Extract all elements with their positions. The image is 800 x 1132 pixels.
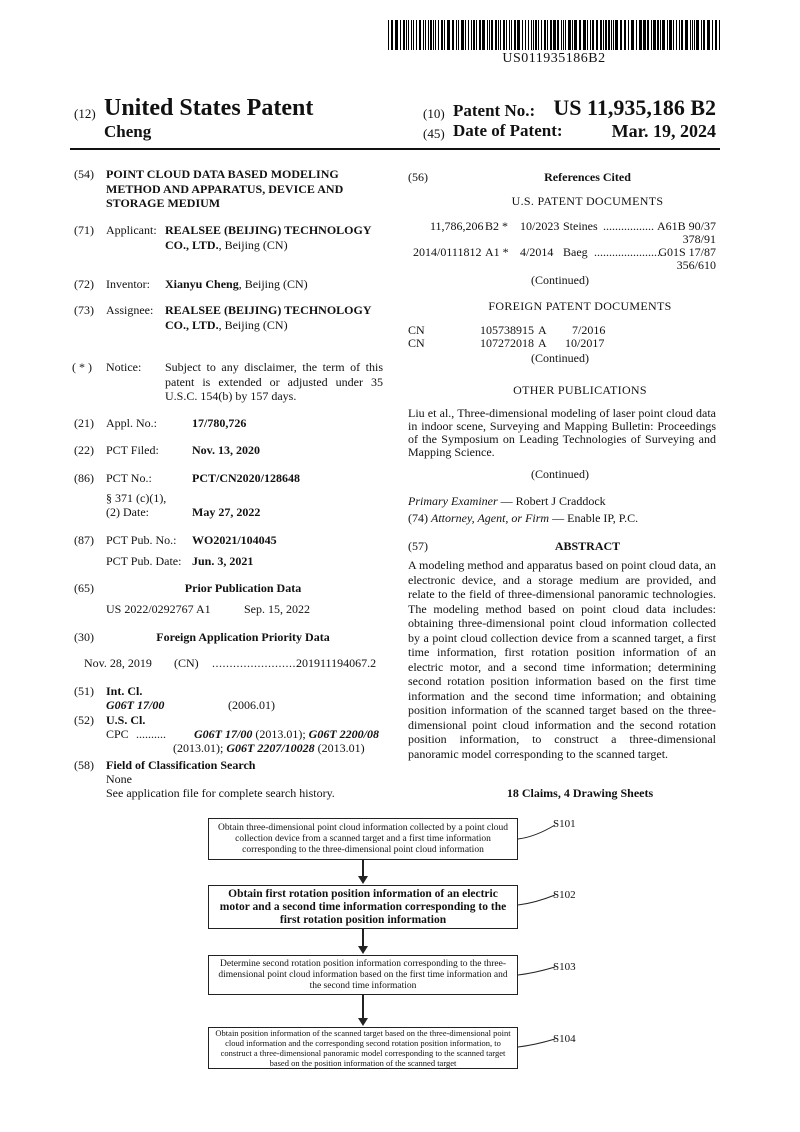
barcode-bar [712,20,713,50]
field-none: None [106,772,132,786]
us-doc-kind: B2 * [485,219,509,233]
examiner [408,494,606,509]
barcode-bar [679,20,680,50]
barcode-bar [611,20,612,50]
barcode-bar [419,20,421,50]
barcode-bar [662,20,665,50]
barcode-bar [605,20,607,50]
cpc-line-1 [194,727,379,742]
barcode-bar [406,20,407,50]
foreign-docs-continued: (Continued) [531,351,589,365]
barcode-bar [561,20,562,50]
us-doc-dots: ....................... [594,245,663,259]
patent-no-label: Patent No.: [453,101,536,120]
attorney-name: — Enable IP, P.C. [552,511,639,525]
barcode-bar [603,20,604,50]
us-doc-class-2: 356/610 [676,258,716,272]
us-doc-name: Steines [563,219,598,233]
barcode-bar [416,20,417,50]
us-doc-class: G01S 17/87 [658,245,716,259]
barcode-bar [495,20,497,50]
barcode-bar [657,20,659,50]
other-pubs-continued: (Continued) [531,467,589,481]
barcode-bar [694,20,695,50]
pct-filed-label: PCT Filed: [106,443,159,457]
appl-code: (21) [74,416,94,430]
cpc-class-c: G06T 2207/10028 [226,741,315,755]
us-doc-date: 10/2023 [520,219,560,233]
barcode-bar [444,20,445,50]
barcode-bar [476,20,477,50]
barcode-bar [547,20,548,50]
barcode-bar [468,20,469,50]
barcode-bar [538,20,539,50]
barcode-bar [557,20,559,50]
invention-title: POINT CLOUD DATA BASED MODELING METHOD AND APPARATUS, DEVICE AND STORAGE MEDIUM [106,167,344,210]
barcode-bar [509,20,510,50]
barcode-bar [707,20,710,50]
barcode-bar [553,20,556,50]
barcode-bar [517,20,520,50]
assignee-label: Assignee: [106,303,154,317]
barcode-bar [452,20,454,50]
barcode-bar [531,20,532,50]
pct-filed-code: (22) [74,443,94,457]
pct-number: PCT/CN2020/128648 [192,471,300,485]
other-pubs-heading: OTHER PUBLICATIONS [513,383,647,397]
barcode-bar [643,20,646,50]
barcode [388,20,720,50]
patent-date: Mar. 19, 2024 [611,121,716,141]
barcode-bar [465,20,466,50]
barcode-bar [568,20,571,50]
flow-arrow-line [362,929,364,947]
flow-arrow-head [358,876,368,884]
notice-label: Notice: [106,360,142,374]
cpc-class-c-year: (2013.01) [317,741,365,755]
barcode-bar [596,20,598,50]
foreign-doc-kind: A [538,336,547,350]
barcode-bar [503,20,505,50]
barcode-bar [690,20,691,50]
barcode-bar [456,20,457,50]
patent-type: United States Patent [104,95,314,121]
flow-step-label: S104 [553,1033,576,1045]
cpc-class-a-year: (2013.01); [255,727,306,741]
field-code: (58) [74,758,94,772]
foreign-code: (30) [74,630,94,644]
barcode-bar [624,20,626,50]
barcode-bar [482,20,485,50]
barcode-bar [403,20,405,50]
pct-pub-label: PCT Pub. No.: [106,533,177,547]
foreign-doc-date: 7/2016 [572,323,606,337]
barcode-bar [579,20,581,50]
barcode-bar [423,20,424,50]
applicant [165,223,380,252]
pct-no-code: (86) [74,471,94,485]
barcode-bar [692,20,693,50]
barcode-bar [608,20,610,50]
date-code: (45) [423,126,445,141]
assignee [165,303,380,332]
us-docs-continued: (Continued) [531,273,589,287]
barcode-number: US011935186B2 [502,51,606,66]
barcode-bar [425,20,426,50]
notice-text: Subject to any disclaimer, the term of this patent is extended or adjusted under 35 U.S.C. 154(b) by 157 days. [165,360,383,403]
barcode-bar [428,20,429,50]
barcode-bar [636,20,637,50]
barcode-bar [550,20,552,50]
intcl-class: G06T 17/00 [106,698,165,712]
barcode-bar [491,20,493,50]
us-doc-name: Baeg [563,245,588,259]
barcode-bar [533,20,534,50]
flow-arrow-line [362,995,364,1019]
abstract-code: (57) [408,539,428,553]
inventor-location: , Beijing (CN) [238,277,308,291]
barcode-bar [506,20,507,50]
pct-no-label: PCT No.: [106,471,152,485]
barcode-bar [522,20,523,50]
inventor-label: Inventor: [106,277,150,291]
refs-heading: References Cited [544,170,631,184]
flow-step-label: S101 [553,818,576,830]
pct-pub-number: WO2021/104045 [192,533,277,547]
barcode-bar [438,20,439,50]
foreign-doc-number: 105738915 [480,323,534,337]
cpc-class-b: G06T 2200/08 [308,727,380,741]
uscl-label: U.S. Cl. [106,713,146,727]
field-see: See application file for complete search history. [106,786,335,800]
barcode-bar [430,20,432,50]
patent-type-code: (12) [74,106,96,121]
barcode-bar [681,20,683,50]
cpc-line-2 [173,741,365,756]
patent-no-code: (10) [423,106,445,121]
flow-box: Obtain three-dimensional point cloud information collected by a point cloud collection device from a scanned target and a first time information corresponding to the three-dimensional point cloud information [208,818,518,860]
barcode-bar [701,20,702,50]
barcode-bar [592,20,594,50]
patent-number: US 11,935,186 B2 [553,95,716,120]
barcode-bar [413,20,414,50]
barcode-bar [500,20,501,50]
cpc-label: CPC [106,727,129,741]
s371-date: May 27, 2022 [192,505,261,519]
prior-code: (65) [74,581,94,595]
barcode-bar [587,20,588,50]
barcode-bar [487,20,488,50]
foreign-doc-date: 10/2017 [565,336,605,350]
inventor [165,277,308,292]
barcode-bar [441,20,443,50]
barcode-bar [660,20,661,50]
barcode-bar [563,20,564,50]
barcode-bar [447,20,450,50]
us-doc-class-2: 378/91 [682,232,716,246]
pct-filed-date: Nov. 13, 2020 [192,443,261,457]
barcode-bar [408,20,409,50]
attorney-code: (74) [408,511,428,525]
cpc-class-b-year: (2013.01); [173,741,224,755]
barcode-bar [620,20,622,50]
applicant-code: (71) [74,223,94,237]
barcode-bar [574,20,577,50]
foreign-doc-kind: A [538,323,547,337]
foreign-doc-country: CN [408,336,425,350]
assignee-code: (73) [74,303,94,317]
barcode-bar [696,20,699,50]
foreign-docs-heading: FOREIGN PATENT DOCUMENTS [488,299,672,313]
barcode-bar [473,20,475,50]
foreign-heading: Foreign Application Priority Data [156,630,330,644]
prior-date: Sep. 15, 2022 [244,602,310,616]
barcode-bar [541,20,542,50]
barcode-bar [435,20,436,50]
us-doc-number: 2014/0111812 [413,245,482,259]
inventor-code: (72) [74,277,94,291]
barcode-bar [471,20,472,50]
barcode-bar [535,20,537,50]
us-doc-number: 11,786,206 [430,219,484,233]
barcode-bar [651,20,652,50]
us-docs-heading: U.S. PATENT DOCUMENTS [511,194,664,208]
flow-arrow-head [358,1018,368,1026]
barcode-bar [703,20,705,50]
barcode-bar [572,20,573,50]
flow-arrow-line [362,860,364,877]
uscl-code: (52) [74,713,94,727]
notice-code: ( * ) [72,360,92,374]
barcode-bar [388,20,389,50]
date-label: Date of Patent: [453,121,563,140]
barcode-bar [461,20,464,50]
barcode-bar [613,20,614,50]
applicant-label: Applicant: [106,223,157,237]
pct-pub-date: Jun. 3, 2021 [192,554,254,568]
cpc-class-a: G06T 17/00 [194,727,253,741]
s371-label: § 371 (c)(1), [106,491,167,505]
title-code: (54) [74,167,94,181]
barcode-bar [544,20,546,50]
barcode-bar [433,20,434,50]
barcode-bar [667,20,668,50]
attorney [408,511,638,526]
other-publication: Liu et al., Three-dimensional modeling of laser point cloud data in indoor scene, Surveying and Mapping Bulletin: Proceedings of the Symposium on Leading Technologies of Surveying and Mapping Science. [408,406,716,459]
applicant-location: , Beijing (CN) [218,237,288,252]
s371-date-label: (2) Date: [106,505,149,519]
pct-pub-date-label: PCT Pub. Date: [106,554,182,568]
field-label: Field of Classification Search [106,758,256,772]
barcode-bar [391,20,393,50]
us-doc-kind: A1 * [485,245,509,259]
barcode-bar [514,20,516,50]
barcode-bar [600,20,602,50]
barcode-bar [528,20,529,50]
barcode-bar [489,20,490,50]
appl-number: 17/780,726 [192,416,247,430]
barcode-bar [590,20,591,50]
assignee-name: REALSEE (BEIJING) TECHNOLOGY CO., LTD. [165,303,372,332]
barcode-bar [511,20,512,50]
flow-step-label: S102 [553,889,576,901]
refs-code: (56) [408,170,428,184]
barcode-bar [525,20,526,50]
barcode-bar [628,20,629,50]
examiner-name: — Robert J Craddock [500,494,606,508]
intcl-year: (2006.01) [228,698,275,712]
claims-summary: 18 Claims, 4 Drawing Sheets [506,786,654,800]
inventor-name: Xianyu Cheng [165,277,239,291]
barcode-bar [565,20,566,50]
flow-leader-lines [515,815,560,1055]
appl-label: Appl. No.: [106,416,157,430]
foreign-date: Nov. 28, 2019 [84,656,152,670]
barcode-bar [411,20,412,50]
barcode-bar [400,20,401,50]
barcode-bar [647,20,649,50]
flow-box: Obtain position information of the scanned target based on the three-dimensional point cloud information and the corresponding second rotation position information, to construct a three-dimensional panoramic model corresponding to the scanned target based on the position information of the scanned target [208,1027,518,1069]
flow-arrow-head [358,946,368,954]
pct-pub-code: (87) [74,533,94,547]
barcode-bar [673,20,674,50]
flow-box: Obtain first rotation position information of an electric motor and a second time information corresponding to the first rotation position information [208,885,518,929]
barcode-bar [676,20,677,50]
barcode-bar [498,20,499,50]
applicant-name: REALSEE (BEIJING) TECHNOLOGY CO., LTD. [165,223,372,252]
barcode-bar [639,20,642,50]
foreign-country: (CN) [174,656,199,670]
intcl-code: (51) [74,684,94,698]
foreign-dots: ......................... [212,656,300,670]
barcode-bar [458,20,459,50]
inventor-short: Cheng [104,122,152,141]
header-rule [70,148,720,150]
barcode-bar [395,20,398,50]
examiner-label: Primary Examiner [408,494,498,508]
prior-heading: Prior Publication Data [184,581,302,595]
foreign-doc-number: 107272018 [480,336,534,350]
us-doc-class: A61B 90/37 [656,219,716,233]
abstract-heading: ABSTRACT [554,539,621,553]
us-doc-date: 4/2014 [520,245,554,259]
flow-box: Determine second rotation position information corresponding to the three-dimensional point cloud information based on the first time information and the second time information [208,955,518,995]
barcode-bar [719,20,720,50]
barcode-bar [715,20,717,50]
attorney-label: Attorney, Agent, or Firm [431,511,550,525]
barcode-bar [479,20,481,50]
foreign-doc-country: CN [408,323,425,337]
barcode-bar [615,20,618,50]
abstract-text: A modeling method and apparatus based on point cloud data, an electronic device, and a storage medium are provided, and relate to the field of three-dimensional panoramic technologies. The modeling method based on point cloud data includes: obtaining three-dimensional point cloud information collected by a point cloud collection device from a scanned target, a first time information, first rotation position information of an electric motor, and a second time information; determining second rotation position information based on the first time information and the second time information; and obtaining position information of the scanned target based on the three-dimensional point cloud information and the second rotation position information, to construct a three-dimensional panoramic model corresponding to the scanned target. [408,558,716,761]
barcode-bar [631,20,634,50]
us-doc-dots: ................. [603,219,654,233]
barcode-bar [653,20,656,50]
foreign-number: 201911194067.2 [296,656,377,670]
cpc-dots: .......... [136,727,166,741]
intcl-label: Int. Cl. [106,684,143,698]
barcode-bar [669,20,672,50]
barcode-bar [583,20,586,50]
flow-step-label: S103 [553,961,576,973]
barcode-bar [685,20,688,50]
assignee-location: , Beijing (CN) [218,317,288,332]
prior-number: US 2022/0292767 A1 [106,602,211,616]
